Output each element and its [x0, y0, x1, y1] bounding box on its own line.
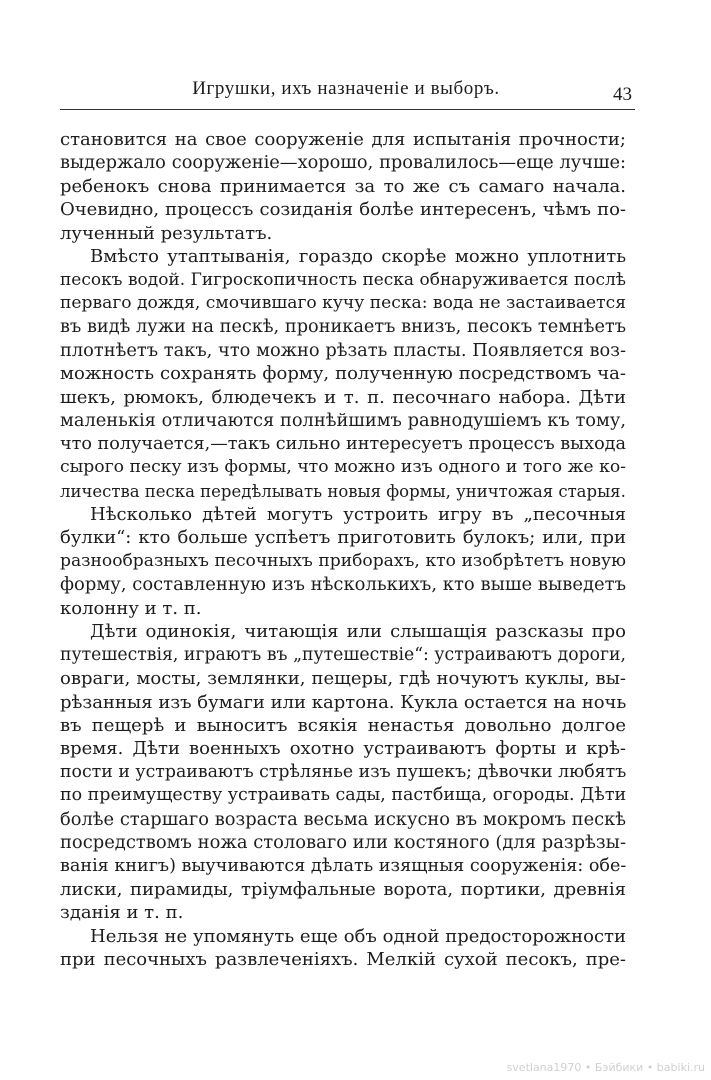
- text-line: колонну и т. п.: [60, 597, 202, 619]
- page-header: [60, 78, 632, 108]
- text-line: въ видѣ лужи на пескѣ, проникаетъ внизъ, песокъ темнѣетъ: [60, 316, 626, 337]
- text-line: булки“: кто больше успѣетъ приготовить булокъ; или, при: [60, 527, 626, 549]
- text-line: при песочныхъ развлеченіяхъ. Мелкій сухой песокъ, пре-: [60, 949, 626, 971]
- text-line: путешествія, играютъ въ „путешествіе“: устраиваютъ дороги,: [60, 644, 626, 665]
- text-line: Нельзя не упомянуть еще объ одной предосторожности: [90, 925, 626, 947]
- text-line: посредствомъ ножа столоваго или костяного (для разрѣзы-: [60, 832, 626, 854]
- watermark: svetlana1970 • Бэйбики • babiki.ru: [506, 1061, 705, 1074]
- text-line: Дѣти одинокія, читающія или слышащія разсказы про: [90, 621, 626, 643]
- text-line: въ пещерѣ и выноситъ всякія ненастья довольно долгое: [60, 714, 626, 736]
- text-line: лученный результатъ.: [60, 222, 273, 244]
- text-line: перваго дождя, смочившаго кучу песка: вода не застаивается: [60, 293, 626, 314]
- text-line: ребенокъ снова принимается за то же съ самаго начала.: [60, 175, 626, 197]
- text-line: время. Дѣти военныхъ охотно устраиваютъ форты и крѣ-: [60, 738, 626, 760]
- text-line: зданія и т. п.: [60, 902, 184, 924]
- text-line: пости и устраиваютъ стрѣлянье изъ пушекъ; дѣвочки любятъ: [60, 761, 627, 782]
- text-line: рѣзанныя изъ бумаги или картона. Кукла остается на ночь: [60, 691, 627, 713]
- text-line: Нѣсколько дѣтей могутъ устроить игру въ „песочныя: [90, 504, 626, 525]
- text-line: плотнѣетъ такъ, что можно рѣзать пласты. Появляется воз-: [60, 339, 626, 361]
- text-line: лиски, пирамиды, тріумфальные ворота, портики, древнія: [60, 879, 626, 900]
- text-line: ванія книгъ) выучиваются дѣлать изящныя сооруженія: обе-: [60, 855, 627, 876]
- text-line: болѣе старшаго возраста весьма искусно въ мокромъ пескѣ: [60, 808, 626, 830]
- text-line: выдержало сооруженіе—хорошо, провалилось—еще лучше:: [60, 152, 626, 174]
- header-rule: [60, 109, 635, 110]
- text-line: что получается,—такъ сильно интересуетъ процессъ выхода: [60, 433, 627, 454]
- body-text: [60, 128, 626, 972]
- text-line: сырого песку изъ формы, что можно изъ одного и того же ко-: [60, 457, 626, 478]
- text-line: Очевидно, процессъ созиданія болѣе интересенъ, чѣмъ по-: [60, 199, 626, 221]
- text-line: шекъ, рюмокъ, блюдечекъ и т. п. песочнаго набора. Дѣти: [60, 386, 626, 408]
- text-line: по преимуществу устраивать сады, пастбища, огороды. Дѣти: [60, 785, 627, 806]
- text-line: маленькія отличаются полнѣйшимъ равнодушіемъ къ тому,: [60, 410, 626, 432]
- text-line: форму, составленную изъ нѣсколькихъ, кто выше выведетъ: [60, 574, 626, 596]
- text-line: Вмѣсто утаптыванія, гораздо скорѣе можно уплотнить: [90, 246, 626, 268]
- text-line: личества песка передѣлывать новыя формы, уничтожая старыя.: [60, 481, 626, 501]
- text-line: разнообразныхъ песочныхъ приборахъ, кто изобрѣтетъ новую: [60, 550, 626, 571]
- text-line: овраги, мосты, землянки, пещеры, гдѣ ночуютъ куклы, вы-: [60, 668, 626, 690]
- page-number: 43: [613, 84, 632, 105]
- text-line: песокъ водой. Гигроскопичность песка обнаруживается послѣ: [60, 269, 626, 290]
- text-line: становится на свое сооруженіе для испытанія прочности;: [60, 129, 626, 150]
- text-line: можность сохранять форму, полученную посредствомъ ча-: [60, 363, 626, 385]
- running-title: Игрушки, ихъ назначеніе и выборъ.: [192, 78, 500, 99]
